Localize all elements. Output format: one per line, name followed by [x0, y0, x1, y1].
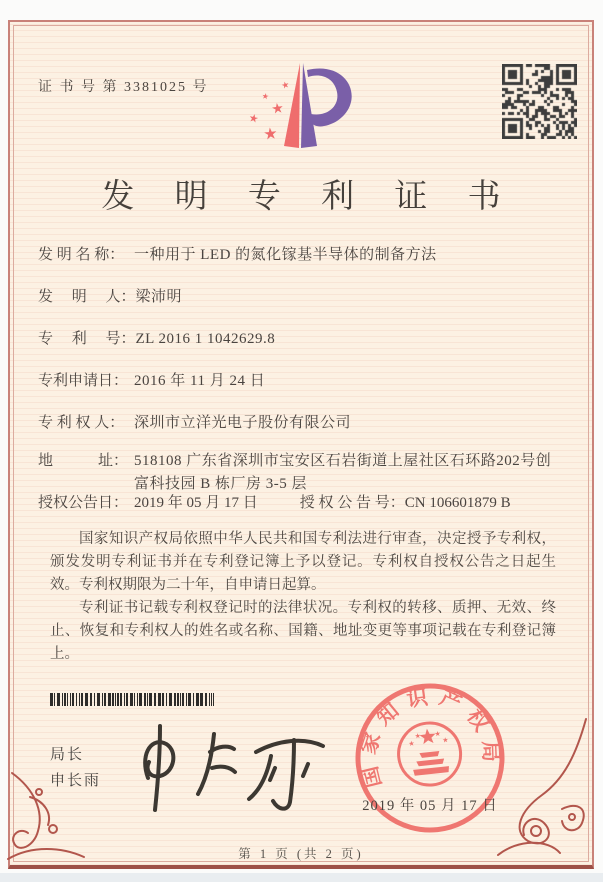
- field-row-patent-number: [38, 328, 558, 351]
- field-label: 专利申请日：: [38, 373, 129, 389]
- field-label: 授 权 公 告 号：: [299, 495, 405, 511]
- logo-p-mark: [284, 63, 352, 148]
- qr-code: [502, 64, 577, 139]
- svg-text:★: ★: [270, 100, 286, 118]
- svg-text:★: ★: [280, 80, 291, 92]
- field-row-filing-date: [38, 370, 558, 393]
- cnipa-logo-icon: [234, 58, 388, 158]
- field-row-patentee: [38, 412, 558, 435]
- body-paragraph-1: 国家知识产权局依照中华人民共和国专利法进行审查，决定授予专利权，颁发发明专利证书并在专利登记簿上予以登记。专利权自授权公告之日起生效。专利权期限为二十年，自申请日起算。: [50, 531, 556, 593]
- field-label: 专 利 权 人：: [38, 415, 125, 431]
- svg-text:★: ★: [262, 123, 279, 144]
- field-row-invention-name: [38, 244, 558, 267]
- field-label: 发 明 人：: [38, 289, 136, 305]
- certificate-number: 证 书 号 第 3381025 号: [38, 80, 209, 95]
- seal-date: 2019 年 05 月 17 日: [362, 798, 498, 814]
- field-value: 梁沛明: [135, 289, 183, 305]
- field-label: 授权公告日：: [38, 495, 129, 511]
- field-value: 2019 年 05 月 17 日: [134, 495, 258, 511]
- field-value: 深圳市立洋光电子股份有限公司: [134, 415, 352, 431]
- field-label: 地 址：: [38, 453, 129, 469]
- logo-stars: [247, 80, 290, 144]
- field-value: ZL 2016 1 1042629.8: [135, 331, 276, 347]
- grant-number-group: [300, 492, 511, 515]
- commissioner-name: 申长雨: [50, 772, 102, 789]
- page-footer: 第 1 页 (共 2 页): [238, 847, 364, 861]
- field-value: 一种用于 LED 的氮化镓基半导体的制备方法: [134, 247, 437, 263]
- commissioner-title: 局长: [50, 746, 85, 763]
- field-label: 专 利 号：: [38, 331, 136, 347]
- certificate-page: [8, 20, 594, 869]
- svg-text:★: ★: [441, 735, 449, 745]
- svg-text:★: ★: [414, 731, 422, 741]
- commissioner-signature: [118, 720, 343, 820]
- svg-text:★: ★: [247, 111, 260, 126]
- field-row-address: [38, 450, 558, 496]
- legal-text: [50, 528, 556, 666]
- field-label: 发 明 名 称：: [38, 247, 125, 263]
- svg-text:★: ★: [408, 739, 416, 749]
- field-row-grant: [38, 492, 558, 515]
- field-value: 518108 广东省深圳市宝安区石岩街道上屋社区石环路202号创富科技园 B 栋厂房 3-5 层: [134, 453, 552, 492]
- field-value: CN 106601879 B: [404, 495, 511, 511]
- certificate-title: 发 明 专 利 证 书: [101, 179, 517, 215]
- field-value: 2016 年 11 月 24 日: [134, 373, 266, 389]
- svg-text:★: ★: [261, 91, 270, 102]
- body-paragraph-2: 专利证书记载专利权登记时的法律状况。专利权的转移、质押、无效、终止、恢复和专利权人的姓名或名称、国籍、地址变更等事项记载在专利登记簿上。: [50, 600, 556, 662]
- field-row-inventor: [38, 286, 558, 309]
- seal-ring-text: 国家知识产权局: [355, 683, 504, 790]
- scan-edge: [0, 873, 603, 882]
- svg-text:★: ★: [434, 729, 442, 739]
- barcode: [50, 693, 222, 706]
- corner-ornament-right-icon: [474, 713, 592, 863]
